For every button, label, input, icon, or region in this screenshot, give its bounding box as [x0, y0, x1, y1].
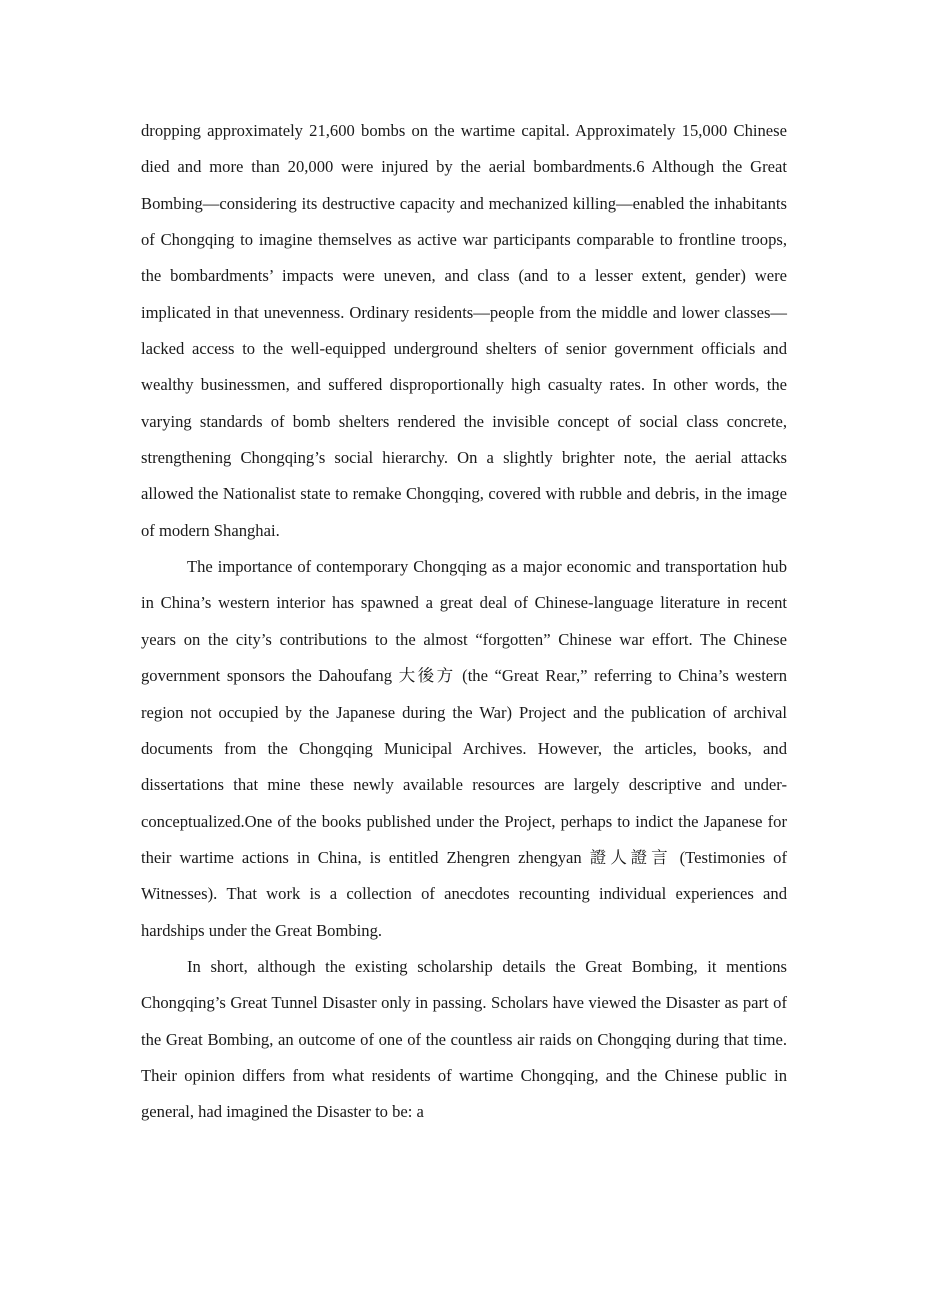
document-page	[141, 113, 787, 1131]
paragraph-continued: dropping approximately 21,600 bombs on the wartime capital. Approximately 15,000 Chinese died and more than 20,000 were injured by the aerial bombardments.6 Although the Great Bombing—considering its destructive capacity and mechanized killing—enabled the inhabitants of Chongqing to imagine themselves as active war participants comparable to frontline troops, the bombardments’ impacts were uneven, and class (and to a lesser extent, gender) were implicated in that unevenness. Ordinary residents—people from the middle and lower classes—lacked access to the well-equipped underground shelters of senior government officials and wealthy businessmen, and suffered disproportionally high casualty rates. In other words, the varying standards of bomb shelters rendered the invisible concept of social class concrete, strengthening Chongqing’s social hierarchy. On a slightly brighter note, the aerial attacks allowed the Nationalist state to remake Chongqing, covered with rubble and debris, in the image of modern Shanghai.	[141, 121, 787, 540]
paragraph-tunnel-disaster: In short, although the existing scholarship details the Great Bombing, it mentions Chongqing’s Great Tunnel Disaster only in passing. Scholars have viewed the Disaster as part of the Great Bombing, an outcome of one of the countless air raids on Chongqing during that time. Their opinion differs from what residents of wartime Chongqing, and the Chinese public in general, had imagined the Disaster to be: a	[141, 956, 787, 1122]
paragraph-chongqing-literature: The importance of contemporary Chongqing as a major economic and transportation hub in China’s western interior has spawned a great deal of Chinese-language literature in recent years on the city’s contributions to the almost “forgotten” Chinese war effort. The Chinese government sponsors the Dahoufang 大後方 (the “Great Rear,” referring to China’s western region not occupied by the Japanese during the War) Project and the publication of archival documents from the Chongqing Municipal Archives. However, the articles, books, and dissertations that mine these newly available resources are largely descriptive and under-conceptualized.One of the books published under the Project, perhaps to indict the Japanese for their wartime actions in China, is entitled Zhengren zhengyan 證人證言 (Testimonies of Witnesses). That work is a collection of anecdotes recounting individual experiences and hardships under the Great Bombing.	[141, 557, 787, 940]
